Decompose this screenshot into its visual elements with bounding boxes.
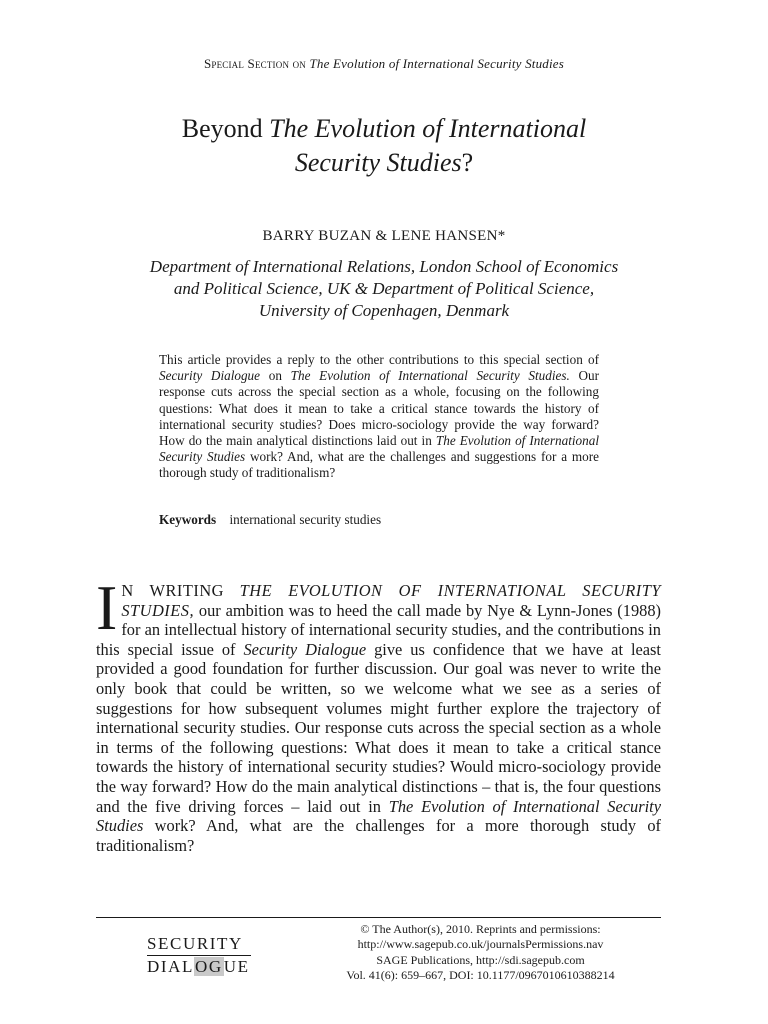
abstract-book-title: The Evolution of International Security Studies — [159, 433, 600, 465]
logo-rule — [147, 955, 251, 956]
permissions-link[interactable]: http://www.sagepub.co.uk/journalsPermissions.nav — [357, 937, 604, 952]
body-text: work? And, what are the challenges for a more thorough study of traditionalism? — [96, 816, 661, 855]
copyright-notice — [300, 922, 661, 984]
running-head-prefix: Special Section on — [203, 56, 307, 71]
running-head — [0, 56, 768, 72]
body-paragraph — [96, 572, 661, 855]
keywords-label: Keywords — [159, 512, 217, 527]
article-title — [96, 112, 672, 180]
title-italic-line2: Security Studies — [294, 148, 462, 177]
keywords — [159, 512, 599, 528]
body-text: our ambition was to heed the call made by Nye & Lynn-Jones (1988) for an intellectual history of international security studies, and the contributions in this special issue of — [96, 600, 661, 659]
logo-line-1: SECURITY — [147, 934, 243, 953]
author-names: BARRY BUZAN & LENE HANSEN* — [262, 228, 506, 244]
lead-in-caps: N WRITING — [121, 581, 225, 600]
abstract-journal-name: Security Dialogue — [159, 368, 261, 384]
journal-logo — [147, 934, 256, 980]
citation-line: Vol. 41(6): 659–667, DOI: 10.1177/0967010610388214 — [346, 968, 615, 983]
logo-text: DIAL — [147, 957, 194, 976]
running-head-book-title: The Evolution of International Security Studies — [309, 56, 565, 71]
publisher-line[interactable]: SAGE Publications, http://sdi.sagepub.com — [376, 952, 585, 967]
body-journal-name: Security Dialogue — [243, 639, 367, 659]
author-affiliation — [96, 256, 672, 322]
logo-text: UE — [223, 957, 250, 976]
footer-divider — [96, 917, 661, 918]
lead-in-book-title: THE EVOLUTION OF INTERNATIONAL SECURITY STUDIES, — [121, 581, 661, 620]
abstract-text: Our response cuts across the special section as a whole, focusing on the following questions: What does it mean to take a critical stance towards the history of international security studies? Does micro-sociology provide the way forward? How do the main analytical distinctions laid out in — [159, 368, 600, 449]
title-italic-line1: The Evolution of International — [269, 114, 587, 143]
keywords-value: international security studies — [229, 512, 382, 527]
abstract-text: work? And, what are the challenges and suggestions for a more thorough study of traditionalism? — [159, 449, 599, 481]
logo-line-2 — [147, 957, 256, 977]
body-text: give us confidence that we have at least provided a good foundation for further discussion. Our goal was never to write the only book that could be written, so we welcome what we see as a series of suggestions for how subsequent volumes might further explore the trajectory of international security studies. Our response cuts across the special section as a whole in terms of the following questions: What does it mean to take a critical stance towards the history of international security studies? Would micro-sociology provide the way forward? How do the main analytical distinctions – that is, the four questions and the five driving forces – laid out in — [96, 639, 661, 816]
abstract — [159, 352, 599, 482]
abstract-text: on — [268, 368, 282, 384]
affiliation-line: Department of International Relations, London School of Economics — [149, 257, 619, 276]
abstract-book-title: The Evolution of International Security Studies. — [290, 368, 570, 384]
title-question-mark: ? — [461, 148, 474, 177]
abstract-text: This article provides a reply to the other contributions to this special section of — [159, 352, 599, 367]
body-book-title: The Evolution of International Security Studies — [96, 796, 661, 836]
logo-text-highlight: OG — [195, 957, 223, 976]
copyright-line: © The Author(s), 2010. Reprints and permissions: — [360, 922, 601, 936]
drop-cap: I — [96, 572, 118, 643]
affiliation-line: University of Copenhagen, Denmark — [258, 301, 510, 320]
title-plain: Beyond — [181, 114, 263, 143]
affiliation-line: and Political Science, UK & Department of Political Science, — [173, 279, 595, 298]
